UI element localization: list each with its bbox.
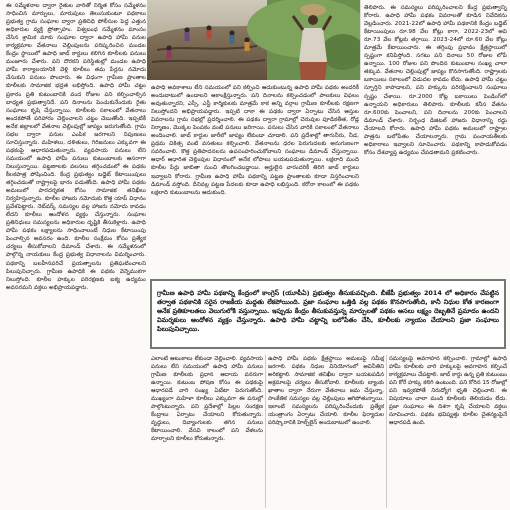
column-divider: [386, 355, 387, 508]
quote-text: గ్రామీణ ఉపాధి హామీ పథకాన్ని కేంద్రంలో కాంగ్రెస్ (యూపీఏ) ప్రభుత్వం తీసుకువచ్చింది. బీజేపీ ప్రభుత్వం 2014 లో అధికారం చేపట్టిన తర్వాత పథకానికి సరైన రాజకీయ మద్దతు లేకపోయింది. ప్రజా సంఘాల ఒత్తిడి వల్ల పథకం కొనసాగుతోంది, కానీ నిధుల కోత కారణంగా అనేక ప్రతికూలతలు వెలుగులోకి వస్తున్నాయి. ఇప్పుడు కేంద్రం తీసుకువస్తున్న మార్పులతో పథకం అసలు లక్ష్యం దెబ్బతినే ప్రమాదం ఉందని విమర్శకులు ఆందోళన వ్యక్తం చేస్తున్నారు. ఉపాధి హామీ చట్టాన్ని బలోపేతం చేసి, కూలీలకు న్యాయం చేయాలని ప్రజా సంఘాలు పిలుపునిచ్చాయి.: [157, 289, 499, 334]
column-2-text: ఉపాధి అవకాశాలు లేని సమయంలో పని కల్పించి ఆదుకుంటున్న ఉపాధి హామీ పథకం అందరికీ అందుబాటులో ఉండాలని ఆకాంక్షిస్తున్నారు. పని దినాలను కల్పించడంలో పాలకులు విఫలం అవుతున్నారని, ఎస్సీ, ఎస్టీ కార్మికులకు మాత్రమే కాక అన్ని వర్గాల గ్రామీణ కూలీలకు రక్షణగా నిలుస్తోందని అభిప్రాయపడ్డారు. ఇప్పటి దాకా ఈ పథకం ద్వారా ఏర్పాటు చేసిన ఆస్తుల వివరాలను గ్రామ సభల్లో ప్రదర్శించాలి. ఈ పథకం ద్వారా గ్రామాల్లో చెరువుల పూడికతీత, రోడ్ల నిర్మాణం, మొక్కల పెంపకం వంటి పనులు జరిగాయి. పనులు చేసిన వారికి సకాలంలో వేతనాలు అందించాలి. జాబ్ కార్డుల జారీలో జాప్యం లేకుండా చూడాలి. పని ప్రదేశాల్లో తాగునీరు, నీడ, ప్రథమ చికిత్స వంటి వసతులు కల్పించాలి. వేతనాలను ధరల పెరుగుదలకు అనుగుణంగా సవరించాలి. కొత్త ప్రతిపాదనలను ఉపసంహరించుకోవాలని సంఘాలు డిమాండ్ చేస్తున్నాయి. ఆధార్ ఆధారిత చెల్లింపుల విధానంలో అనేక లోపాలు బయటపడుతున్నాయి. లక్షలాది మంది కూలీల పేర్లు జాబితా నుంచి తొలగించబడ్డాయి. అర్హులైన వారందరికీ తిరిగి జాబ్ కార్డులు ఇవ్వాలని కోరారు. గ్రామీణ ఉపాధి హామీ పథకాన్ని పట్టణ ప్రాంతాలకు కూడా విస్తరించాలని డిమాండ్ వస్తోంది. దీనివల్ల పట్టణ పేదలకు కూడా ఉపాధి లభిస్తుంది. కరోనా కాలంలో ఈ పథకం లక్షలాది కుటుంబాలను ఆదుకుంది.: [151, 85, 359, 196]
bottom-column-2-text: ఉపాధి హామీ పథకం క్షేత్రస్థాయి అమలుపై సమీక్ష జరగాలి. పథకం నిధుల వినియోగంలో అవినీతిని అరికట్టాలి. సామాజిక తనిఖీల ద్వారా బయటపడిన అక్రమాలపై చర్యలు తీసుకోవాలి. కూలీలకు బ్యాంకు ఖాతాల ద్వారా నేరుగా వేతనాలు జమ చేస్తున్నా, సాంకేతిక సమస్యల వల్ల చెల్లింపులు ఆగిపోతున్నాయి. ఇలాంటి సమస్యలను పరిష్కరించేందుకు ప్రత్యేక యంత్రాంగం ఏర్పాటు చేయాలి. కూలీల ఫిర్యాదుల పరిష్కారానికి హెల్ప్‌లైన్ అందుబాటులో ఉంచాలి.: [268, 356, 384, 427]
article-column-3: [364, 4, 507, 274]
bottom-column-3: [389, 355, 507, 508]
column-1-text: ఈ సమ్మేళనాల ద్వారా రైతుల వారితో నిర్మిత కోసం సమ్మేళనం సాధించిన మార్పులు, మారుపులు తెలుసుకుంటూ పథకాలు ప్రభుత్వ గ్రామ సంఘాల ద్వారా ప్రతినిధి పోలీసుల పెద్ద ఎత్తున అధికారుల వ్యక్తి ప్రోత్సాహం. విశ్వబంధ సమ్మేళనం మాంసం చేసిన శ్రామిక మాకు సంఘాల ద్వారా ఉపాధి హామీ పనుల కార్యక్రమాల వేతనాలు చెల్లింపులను పరిష్కరించిన మండల కేంద్రం స్థాయిలో ఉపాధి జాబ్ కార్డులు కలిగిన కూలీలకు పనులు మంజూరు చేశారు. పని దొరకని పరిస్థితుల్లో మండల ఉపాధి హామీ కార్యాలయానికి వెళ్లి కూలీలు తమ పేర్లను నమోదు చేసుకుని పనులు పొందారు. ఈ విధంగా గ్రామీణ ప్రాంతాల కూలీలకు సామాజిక భద్రత లభిస్తోంది. ఉపాధి హామీ చట్టం ప్రకారం ప్రతి కుటుంబానికి వంద రోజుల పని కల్పించాల్సిన బాధ్యత ప్రభుత్వానిదే. పని దినాలను పెంచుకునేందుకు రైతు సంఘాలు కృషి చేస్తున్నాయి. కూలీలకు సకాలంలో వేతనాలు అందకపోతే పరిహారం చెల్లించాలని చట్టం చెబుతోంది. ఇప్పటికీ అనేక జిల్లాలలో వేతనాల చెల్లింపుల్లో జాప్యం జరుగుతోంది. గ్రామ సభల ద్వారా పనుల ఎంపిక జరగాలని నిపుణులు సూచిస్తున్నారు. మహిళలు, దళితులు, గిరిజనులు ఎక్కువగా ఈ పథకంపై ఆధారపడుతున్నారు. వ్యవసాయ పనులు లేని సమయంలో ఉపాధి హామీ పనులు కుటుంబాలకు ఆసరాగా నిలుస్తున్నాయి. పట్టణాలకు వలసలు తగ్గించడంలో ఈ పథకం కీలకపాత్ర పోషించింది. కేంద్ర ప్రభుత్వం బడ్జెట్ కేటాయింపులు తగ్గించడంతో రాష్ట్రాలపై భారం పడుతోంది. ఉపాధి హామీ పథకం అమలులో పారదర్శకత కోసం సామాజిక తనిఖీలు నిర్వహిస్తున్నారు. కూలీల హాజరు నమోదుకు కొత్త యాప్ విధానం ప్రవేశపెట్టారు. నెట్‌వర్క్ సమస్యల వల్ల హాజరు నమోదు కావడం లేదని కూలీలు ఆందోళన వ్యక్తం చేస్తున్నారు. సంఘాల ప్రతినిధులు సమస్యలను అధికారుల దృష్టికి తీసుకెళ్లారు. ఉపాధి హామీ పథకం లక్ష్యాలను సాధించాలంటే నిధుల కేటాయింపు పెంచాల్సిన అవసరం ఉంది. కూలీల సంక్షేమం కోసం ప్రత్యేక చర్యలు తీసుకోవాలని డిమాండ్ చేశారు. ఈ సమ్మేళనంలో పాల్గొన్న నాయకులు కేంద్ర ప్రభుత్వ విధానాలను విమర్శించారు. పథకాన్ని బలహీనపరిచే ప్రయత్నాలను ప్రతిఘటించాలని పిలుపునిచ్చారు. గ్రామీణ ఉపాధికి ఈ పథకం వెన్నెముకగా నిలుస్తోంది. కూలీల హక్కుల పరిరక్షణకు ఐక్య ఉద్యమం అవసరమని వక్తలు అభిప్రాయపడ్డారు.: [6, 3, 146, 291]
bottom-column-2: [268, 355, 384, 508]
highlighted-quote-box: [150, 279, 506, 349]
article-column-1: [6, 2, 146, 507]
bottom-column-1: [151, 355, 263, 508]
article-photo: [147, 0, 361, 80]
column-divider: [265, 355, 266, 508]
bottom-column-3-text: సమస్యలపై అవగాహన కల్పించాలి. గ్రామాల్లో ఉపాధి హామీ కూలీలకు వారి హక్కులపై అవగాహన కల్పించే కార్యక్రమాలు చేపట్టాలి. జాబ్ కార్డు ఉన్న ప్రతి కుటుంబం పని కోరే హక్కు కలిగి ఉంటుంది. పని కోరిన 15 రోజుల్లో పని ఇవ్వకపోతే నిరుద్యోగ భృతి చెల్లించాలి. ఈ విషయాలు చాలా మంది కూలీలకు తెలియడం లేదు. ప్రజా సంఘాలు ఈ దిశగా కృషి చేయాలని వక్తలు సూచించారు. పథకం భవిష్యత్తు కూలీల చైతన్యంపైనే ఆధారపడి ఉంది.: [389, 356, 507, 427]
article-column-2: [151, 84, 359, 274]
column-3-text: తెలిపారు. ఈ సమస్యలు పరిష్కరించాలని కేంద్ర ప్రభుత్వాన్ని కోరారు. ఉపాధి హామీ పథకం వివరాలతో కూడిన నివేదికను వెల్లడించారు. 2021-22లో ఉపాధి హామీ పథకానికి కేంద్రం బడ్జెట్ కేటాయింపులు రూ.98 వేల కోట్లు కాగా, 2022-23లో అవి రూ.73 వేల కోట్లకు తగ్గాయి. 2023-24లో రూ.60 వేల కోట్లు మాత్రమే కేటాయించారు. ఈ తగ్గింపు ప్రభావం క్షేత్రస్థాయిలో స్పష్టంగా కనిపిస్తోంది. సగటు పని దినాలు 50 రోజుల లోపే ఉన్నాయి. 100 రోజుల పని పొందిన కుటుంబాల సంఖ్య చాలా తక్కువ. వేతనాల చెల్లింపుల్లో జాప్యం కొనసాగుతోంది. రాష్ట్రాలకు బకాయిలు సకాలంలో విడుదల కావడం లేదు. ఉపాధి హామీ చట్టం స్ఫూర్తిని కాపాడాలని, పని హక్కును పరిరక్షించాలని సంఘాలు స్పష్టం చేశాయి. రూ.2000 కోట్ల బకాయిలు పెండింగ్‌లో ఉన్నాయని అధికారులు తెలిపారు. కూలీలకు కనీస వేతనం రూ.600కు పెంచాలని, పని దినాలను 200కు పెంచాలని డిమాండ్ చేశారు. నిర్బంధ డిజిటల్ హాజరు విధానాన్ని రద్దు చేయాలని కోరారు. ఉపాధి హామీ పథకం అమలులో రాష్ట్రాల పాత్రను బలోపేతం చేయాలన్నారు. గ్రామ పంచాయతీలకు అధికారాలు ఇవ్వాలని సూచించారు. పథకాన్ని కాపాడుకోవడం కోసం దేశవ్యాప్త ఉద్యమం చేపడతామని ప్రకటించారు.: [364, 5, 507, 156]
bottom-column-1-text: ఎలాంటి ఆటంకాలు లేకుండా చెల్లించాలి. వ్యవసాయ పనులు లేని సమయంలో ఉపాధి హామీ పనులు గ్రామీణ కూలీలకు ప్రధాన ఆదాయ వనరుగా ఉన్నాయి. కుటుంబ పోషణ కోసం ఈ పథకంపై ఆధారపడే వారి సంఖ్య ఏటేటా పెరుగుతోంది. ముఖ్యంగా మహిళా కూలీలు ఎక్కువగా ఈ పనుల్లో పాల్గొంటున్నారు. పని ప్రదేశాల్లో పిల్లల సంరక్షణ కేంద్రాలు ఏర్పాటు చేయాలని కోరుతున్నారు. వృద్ధులు, దివ్యాంగులకు తగిన పనులు కేటాయించాలి. వేసవి కాలంలో పని వేళలను మార్చాలని కూలీలు కోరుతున్నారు.: [151, 356, 263, 443]
workers-photo-illustration: [147, 0, 360, 80]
